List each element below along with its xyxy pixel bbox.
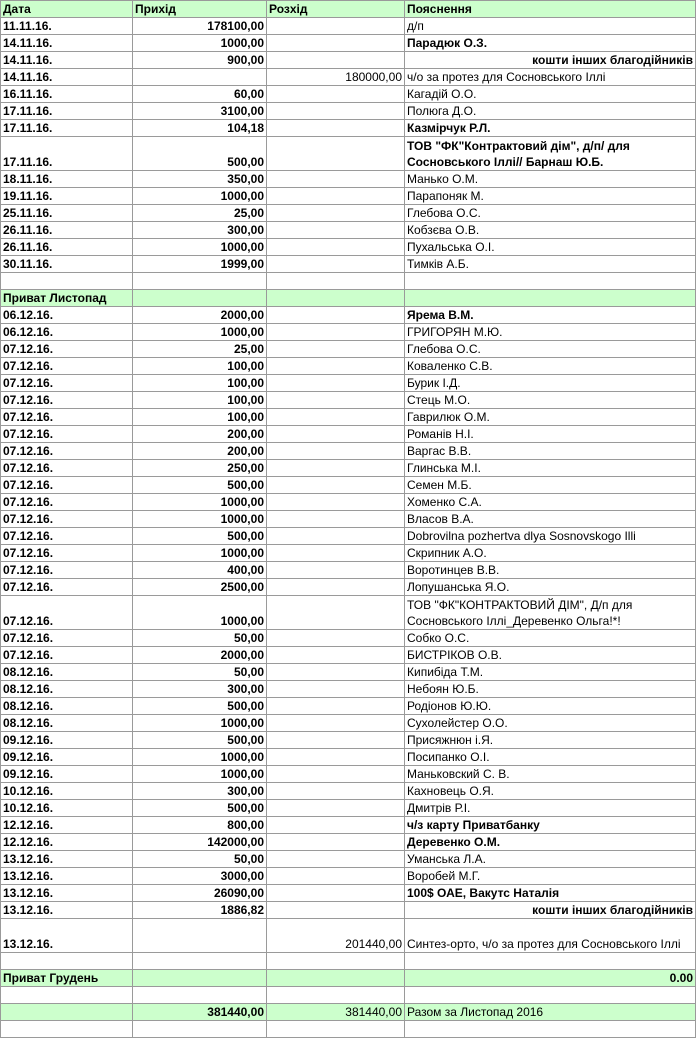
table-row	[1, 528, 696, 545]
cell-expense[interactable]	[267, 953, 405, 970]
table-row	[1, 715, 696, 732]
cell-expense[interactable]	[267, 205, 405, 222]
cell-note[interactable]: Уманська Л.А.	[405, 851, 696, 868]
cell-expense[interactable]	[267, 970, 405, 987]
cell-income[interactable]: 500,00	[133, 698, 267, 715]
cell-income[interactable]	[133, 1021, 267, 1038]
cell-note[interactable]: Хоменко С.А.	[405, 494, 696, 511]
cell-note[interactable]	[405, 987, 696, 1004]
blank-row	[1, 273, 696, 290]
cell-date[interactable]: 08.12.16.	[1, 698, 133, 715]
cell-date[interactable]: 25.11.16.	[1, 205, 133, 222]
cell-income[interactable]	[133, 69, 267, 86]
cell-income[interactable]: 1000,00	[133, 324, 267, 341]
cell-income[interactable]: 500,00	[133, 477, 267, 494]
cell-date[interactable]: 13.12.16.	[1, 902, 133, 919]
table-row	[1, 358, 696, 375]
table-row	[1, 443, 696, 460]
cell-date[interactable]: 07.12.16.	[1, 443, 133, 460]
cell-expense[interactable]	[267, 341, 405, 358]
header-date[interactable]: Дата	[1, 1, 133, 18]
cell-income[interactable]: 26090,00	[133, 885, 267, 902]
table-row	[1, 392, 696, 409]
cell-expense[interactable]	[267, 494, 405, 511]
cell-note[interactable]: Гаврилюк О.М.	[405, 409, 696, 426]
cell-expense[interactable]	[267, 800, 405, 817]
cell-note[interactable]: Родіонов Ю.Ю.	[405, 698, 696, 715]
cell-income[interactable]: 250,00	[133, 460, 267, 477]
cell-expense[interactable]	[267, 630, 405, 647]
cell-date[interactable]: 07.12.16.	[1, 579, 133, 596]
cell-date[interactable]: 07.12.16.	[1, 392, 133, 409]
cell-income[interactable]: 100,00	[133, 358, 267, 375]
cell-income[interactable]: 104,18	[133, 120, 267, 137]
cell-income[interactable]: 1000,00	[133, 545, 267, 562]
table-row	[1, 426, 696, 443]
cell-income[interactable]: 500,00	[133, 137, 267, 171]
table-row	[1, 103, 696, 120]
table-row	[1, 545, 696, 562]
cell-expense[interactable]	[267, 120, 405, 137]
cell-date[interactable]: 10.12.16.	[1, 800, 133, 817]
section-value[interactable]	[405, 290, 696, 307]
cell-date[interactable]: 26.11.16.	[1, 222, 133, 239]
table-row	[1, 749, 696, 766]
cell-expense[interactable]	[267, 443, 405, 460]
cell-expense[interactable]	[267, 732, 405, 749]
cell-note[interactable]	[405, 1021, 696, 1038]
table-row	[1, 460, 696, 477]
cell-date[interactable]: 17.11.16.	[1, 137, 133, 171]
cell-note[interactable]	[405, 953, 696, 970]
cell-note[interactable]: ч/о за протез для Сосновського Іллі	[405, 69, 696, 86]
cell-expense[interactable]	[267, 324, 405, 341]
cell-expense[interactable]	[267, 562, 405, 579]
cell-date[interactable]: 19.11.16.	[1, 188, 133, 205]
cell-date[interactable]: 12.12.16.	[1, 817, 133, 834]
cell-date[interactable]: 07.12.16.	[1, 358, 133, 375]
cell-date[interactable]: 11.11.16.	[1, 18, 133, 35]
cell-note[interactable]: Лопушанська Я.О.	[405, 579, 696, 596]
cell-income[interactable]: 25,00	[133, 341, 267, 358]
cell-date[interactable]	[1, 1021, 133, 1038]
cell-date[interactable]: 08.12.16.	[1, 715, 133, 732]
cell-date[interactable]: 07.12.16.	[1, 426, 133, 443]
cell-note[interactable]: кошти інших благодійників	[405, 52, 696, 69]
cell-income[interactable]: 1000,00	[133, 494, 267, 511]
table-row	[1, 205, 696, 222]
cell-income[interactable]: 1000,00	[133, 749, 267, 766]
cell-date[interactable]: 09.12.16.	[1, 766, 133, 783]
cell-note[interactable]: Варгас В.В.	[405, 443, 696, 460]
cell-date[interactable]: 09.12.16.	[1, 749, 133, 766]
cell-income[interactable]: 1000,00	[133, 715, 267, 732]
cell-note[interactable]: д/п	[405, 18, 696, 35]
blank-row	[1, 953, 696, 970]
cell-income[interactable]: 60,00	[133, 86, 267, 103]
blank-row	[1, 987, 696, 1004]
cell-date[interactable]: 07.12.16.	[1, 511, 133, 528]
cell-income[interactable]	[133, 273, 267, 290]
section-value[interactable]: 0.00	[405, 970, 696, 987]
cell-date[interactable]: 07.12.16.	[1, 647, 133, 664]
cell-note[interactable]: Манько О.М.	[405, 171, 696, 188]
cell-expense[interactable]	[267, 579, 405, 596]
cell-expense[interactable]: 201440,00	[267, 919, 405, 953]
cell-note[interactable]: Деревенко О.М.	[405, 834, 696, 851]
cell-date[interactable]: 26.11.16.	[1, 239, 133, 256]
cell-date[interactable]: 13.12.16.	[1, 868, 133, 885]
cell-date[interactable]: 08.12.16.	[1, 664, 133, 681]
cell-note[interactable]: Полюга Д.О.	[405, 103, 696, 120]
cell-note[interactable]: ТОВ "ФК"Контрактовий дім", д/п/ для Сосновського Іллі// Барнаш Ю.Б.	[405, 137, 696, 171]
cell-income[interactable]: 100,00	[133, 392, 267, 409]
cell-date[interactable]: 07.12.16.	[1, 460, 133, 477]
table-row	[1, 52, 696, 69]
cell-expense[interactable]	[267, 647, 405, 664]
table-row	[1, 800, 696, 817]
cell-income[interactable]: 1000,00	[133, 766, 267, 783]
cell-income[interactable]: 50,00	[133, 664, 267, 681]
section-label[interactable]: Приват Листопад	[1, 290, 133, 307]
cell-note[interactable]	[405, 273, 696, 290]
cell-note[interactable]: Дмитрів Р.І.	[405, 800, 696, 817]
cell-income[interactable]: 1000,00	[133, 596, 267, 630]
table-row	[1, 477, 696, 494]
cell-date[interactable]: 09.12.16.	[1, 732, 133, 749]
cell-date[interactable]: 14.11.16.	[1, 69, 133, 86]
cell-income[interactable]: 178100,00	[133, 18, 267, 35]
cell-expense[interactable]	[267, 681, 405, 698]
cell-note[interactable]: БИСТРІКОВ О.В.	[405, 647, 696, 664]
cell-expense[interactable]	[267, 715, 405, 732]
blank-row	[1, 1021, 696, 1038]
table-row	[1, 188, 696, 205]
table-row	[1, 256, 696, 273]
cell-note[interactable]: Присяжнюн і.Я.	[405, 732, 696, 749]
cell-note[interactable]: Власов В.А.	[405, 511, 696, 528]
table-row	[1, 732, 696, 749]
cell-note[interactable]: Сухолейстер О.О.	[405, 715, 696, 732]
cell-income[interactable]: 200,00	[133, 443, 267, 460]
cell-note[interactable]: Собко О.С.	[405, 630, 696, 647]
cell-note[interactable]: Кипибіда Т.М.	[405, 664, 696, 681]
cell-note[interactable]: кошти інших благодійників	[405, 902, 696, 919]
cell-expense[interactable]	[267, 783, 405, 800]
cell-expense[interactable]	[267, 460, 405, 477]
cell-expense[interactable]	[267, 137, 405, 171]
cell-note[interactable]: Коваленко С.В.	[405, 358, 696, 375]
cell-expense[interactable]	[267, 868, 405, 885]
cell-expense[interactable]	[267, 86, 405, 103]
table-row	[1, 851, 696, 868]
cell-date[interactable]: 07.12.16.	[1, 341, 133, 358]
table-row	[1, 511, 696, 528]
cell-note[interactable]: Стець М.О.	[405, 392, 696, 409]
table-row	[1, 409, 696, 426]
cell-income[interactable]: 2000,00	[133, 647, 267, 664]
cell-date[interactable]	[1, 273, 133, 290]
table-row	[1, 35, 696, 52]
cell-note[interactable]: Парадюк О.З.	[405, 35, 696, 52]
cell-income[interactable]: 800,00	[133, 817, 267, 834]
cell-income[interactable]: 1000,00	[133, 35, 267, 52]
cell-income[interactable]: 500,00	[133, 732, 267, 749]
cell-expense[interactable]	[267, 749, 405, 766]
cell-expense[interactable]	[267, 103, 405, 120]
cell-expense[interactable]	[267, 409, 405, 426]
table-row	[1, 120, 696, 137]
cell-date[interactable]: 07.12.16.	[1, 409, 133, 426]
table-row	[1, 885, 696, 902]
cell-expense[interactable]	[267, 426, 405, 443]
cell-income[interactable]: 2000,00	[133, 307, 267, 324]
cell-date[interactable]: 07.12.16.	[1, 528, 133, 545]
cell-income[interactable]: 1999,00	[133, 256, 267, 273]
cell-income[interactable]	[133, 970, 267, 987]
header-income[interactable]: Прихід	[133, 1, 267, 18]
cell-expense[interactable]	[267, 528, 405, 545]
cell-income[interactable]	[133, 290, 267, 307]
cell-note[interactable]: Кобзєва О.В.	[405, 222, 696, 239]
cell-income[interactable]: 300,00	[133, 222, 267, 239]
header-row	[1, 1, 696, 18]
cell-note[interactable]: Кагадій О.О.	[405, 86, 696, 103]
table-row	[1, 222, 696, 239]
cell-date[interactable]: 13.12.16.	[1, 919, 133, 953]
cell-income[interactable]: 3100,00	[133, 103, 267, 120]
cell-expense[interactable]	[267, 35, 405, 52]
cell-note[interactable]: Пухальська О.І.	[405, 239, 696, 256]
cell-income[interactable]: 200,00	[133, 426, 267, 443]
table-row	[1, 171, 696, 188]
cell-expense[interactable]	[267, 307, 405, 324]
cell-expense[interactable]	[267, 290, 405, 307]
cell-income[interactable]: 900,00	[133, 52, 267, 69]
cell-expense[interactable]	[267, 18, 405, 35]
cell-note[interactable]: Парапоняк М.	[405, 188, 696, 205]
cell-date[interactable]	[1, 987, 133, 1004]
cell-date[interactable]: 30.11.16.	[1, 256, 133, 273]
cell-income[interactable]	[133, 987, 267, 1004]
cell-expense[interactable]	[267, 222, 405, 239]
cell-note[interactable]: Глебова О.С.	[405, 205, 696, 222]
cell-income[interactable]: 100,00	[133, 375, 267, 392]
cell-expense[interactable]	[267, 239, 405, 256]
table-row	[1, 868, 696, 885]
cell-expense[interactable]	[267, 766, 405, 783]
table-row	[1, 647, 696, 664]
section-row	[1, 290, 696, 307]
table-row	[1, 239, 696, 256]
cell-note[interactable]: Бурик І.Д.	[405, 375, 696, 392]
cell-date[interactable]: 13.12.16.	[1, 851, 133, 868]
cell-date[interactable]: 07.12.16.	[1, 596, 133, 630]
table-row	[1, 919, 696, 953]
cell-income[interactable]	[133, 953, 267, 970]
cell-date[interactable]: 07.12.16.	[1, 630, 133, 647]
cell-income[interactable]: 300,00	[133, 783, 267, 800]
cell-note[interactable]: ч/з карту Приватбанку	[405, 817, 696, 834]
cell-date[interactable]: 17.11.16.	[1, 120, 133, 137]
cell-income[interactable]: 142000,00	[133, 834, 267, 851]
cell-income[interactable]: 100,00	[133, 409, 267, 426]
cell-expense[interactable]	[267, 358, 405, 375]
cell-date[interactable]: 07.12.16.	[1, 545, 133, 562]
cell-note[interactable]: Dobrovilna pozhertva dlya Sosnovskogo Illi	[405, 528, 696, 545]
table-row	[1, 834, 696, 851]
cell-date[interactable]: 14.11.16.	[1, 35, 133, 52]
cell-date[interactable]: 07.12.16.	[1, 477, 133, 494]
cell-date[interactable]: 14.11.16.	[1, 52, 133, 69]
cell-income[interactable]: 1000,00	[133, 239, 267, 256]
cell-expense[interactable]	[267, 273, 405, 290]
cell-date[interactable]: 12.12.16.	[1, 834, 133, 851]
cell-expense[interactable]	[267, 511, 405, 528]
cell-income[interactable]: 1000,00	[133, 511, 267, 528]
cell-expense[interactable]	[267, 392, 405, 409]
cell-expense[interactable]	[267, 171, 405, 188]
cell-note[interactable]: Воробей М.Г.	[405, 868, 696, 885]
cell-expense[interactable]	[267, 188, 405, 205]
table-row	[1, 324, 696, 341]
cell-note[interactable]: Романів Н.І.	[405, 426, 696, 443]
cell-expense[interactable]	[267, 1021, 405, 1038]
cell-date[interactable]: 07.12.16.	[1, 562, 133, 579]
cell-income[interactable]: 50,00	[133, 630, 267, 647]
cell-note[interactable]: Казмірчук Р.Л.	[405, 120, 696, 137]
cell-income[interactable]: 381440,00	[133, 1004, 267, 1021]
table-row	[1, 18, 696, 35]
cell-expense[interactable]	[267, 545, 405, 562]
cell-expense[interactable]	[267, 664, 405, 681]
cell-expense[interactable]	[267, 885, 405, 902]
cell-note[interactable]: Воротинцев В.В.	[405, 562, 696, 579]
table-row	[1, 579, 696, 596]
cell-note[interactable]: Посипанко О.І.	[405, 749, 696, 766]
table-row	[1, 69, 696, 86]
cell-date[interactable]: 16.11.16.	[1, 86, 133, 103]
cell-income[interactable]: 50,00	[133, 851, 267, 868]
table-row	[1, 902, 696, 919]
cell-note[interactable]: Глинська М.І.	[405, 460, 696, 477]
cell-income[interactable]: 3000,00	[133, 868, 267, 885]
table-row	[1, 698, 696, 715]
cell-date[interactable]: 06.12.16.	[1, 324, 133, 341]
table-row	[1, 681, 696, 698]
cell-expense[interactable]	[267, 817, 405, 834]
cell-note[interactable]: Разом за Листопад 2016	[405, 1004, 696, 1021]
cell-note[interactable]: ГРИГОРЯН М.Ю.	[405, 324, 696, 341]
table-row	[1, 341, 696, 358]
table-row	[1, 596, 696, 630]
cell-date[interactable]: 17.11.16.	[1, 103, 133, 120]
cell-expense[interactable]	[267, 902, 405, 919]
ledger-body	[1, 18, 696, 1038]
table-row	[1, 817, 696, 834]
section-label[interactable]: Приват Грудень	[1, 970, 133, 987]
cell-expense[interactable]	[267, 851, 405, 868]
cell-income[interactable]: 500,00	[133, 800, 267, 817]
cell-date[interactable]: 18.11.16.	[1, 171, 133, 188]
cell-expense[interactable]: 180000,00	[267, 69, 405, 86]
header-expense[interactable]: Розхід	[267, 1, 405, 18]
table-row	[1, 307, 696, 324]
cell-note[interactable]: Семен М.Б.	[405, 477, 696, 494]
cell-income[interactable]: 2500,00	[133, 579, 267, 596]
cell-income[interactable]: 500,00	[133, 528, 267, 545]
cell-note[interactable]: Глебова О.С.	[405, 341, 696, 358]
table-row	[1, 494, 696, 511]
cell-note[interactable]: Тимків А.Б.	[405, 256, 696, 273]
cell-date[interactable]: 06.12.16.	[1, 307, 133, 324]
cell-income[interactable]: 25,00	[133, 205, 267, 222]
cell-note[interactable]: Синтез-орто, ч/о за протез для Сосновського Іллі	[405, 919, 696, 953]
cell-note[interactable]: 100$ ОАЕ, Вакутс Наталія	[405, 885, 696, 902]
cell-income[interactable]: 1000,00	[133, 188, 267, 205]
table-row	[1, 562, 696, 579]
table-row	[1, 375, 696, 392]
cell-date[interactable]: 13.12.16.	[1, 885, 133, 902]
cell-expense[interactable]	[267, 477, 405, 494]
cell-income[interactable]: 300,00	[133, 681, 267, 698]
cell-note[interactable]: Кахновець О.Я.	[405, 783, 696, 800]
table-row	[1, 86, 696, 103]
header-note[interactable]: Пояснення	[405, 1, 696, 18]
table-row	[1, 137, 696, 171]
cell-date[interactable]	[1, 1004, 133, 1021]
cell-expense[interactable]	[267, 256, 405, 273]
cell-income[interactable]: 400,00	[133, 562, 267, 579]
cell-note[interactable]: ТОВ "ФК"КОНТРАКТОВИЙ ДІМ", Д/п для Сосновського Іллі_Деревенко Ольга!*!	[405, 596, 696, 630]
cell-income[interactable]: 1886,82	[133, 902, 267, 919]
cell-expense[interactable]	[267, 596, 405, 630]
cell-expense[interactable]	[267, 698, 405, 715]
table-row	[1, 630, 696, 647]
cell-note[interactable]: Скрипник А.О.	[405, 545, 696, 562]
cell-expense[interactable]	[267, 52, 405, 69]
cell-expense[interactable]	[267, 375, 405, 392]
section-row	[1, 970, 696, 987]
table-row	[1, 783, 696, 800]
cell-income[interactable]: 350,00	[133, 171, 267, 188]
cell-date[interactable]	[1, 953, 133, 970]
cell-expense[interactable]	[267, 834, 405, 851]
cell-expense[interactable]	[267, 987, 405, 1004]
cell-note[interactable]: Небоян Ю.Б.	[405, 681, 696, 698]
cell-date[interactable]: 08.12.16.	[1, 681, 133, 698]
total-row	[1, 1004, 696, 1021]
cell-note[interactable]: Ярема В.М.	[405, 307, 696, 324]
cell-note[interactable]: Маньковский С. В.	[405, 766, 696, 783]
table-row	[1, 766, 696, 783]
cell-date[interactable]: 07.12.16.	[1, 375, 133, 392]
cell-expense[interactable]: 381440,00	[267, 1004, 405, 1021]
cell-income[interactable]	[133, 919, 267, 953]
cell-date[interactable]: 07.12.16.	[1, 494, 133, 511]
cell-date[interactable]: 10.12.16.	[1, 783, 133, 800]
table-row	[1, 664, 696, 681]
